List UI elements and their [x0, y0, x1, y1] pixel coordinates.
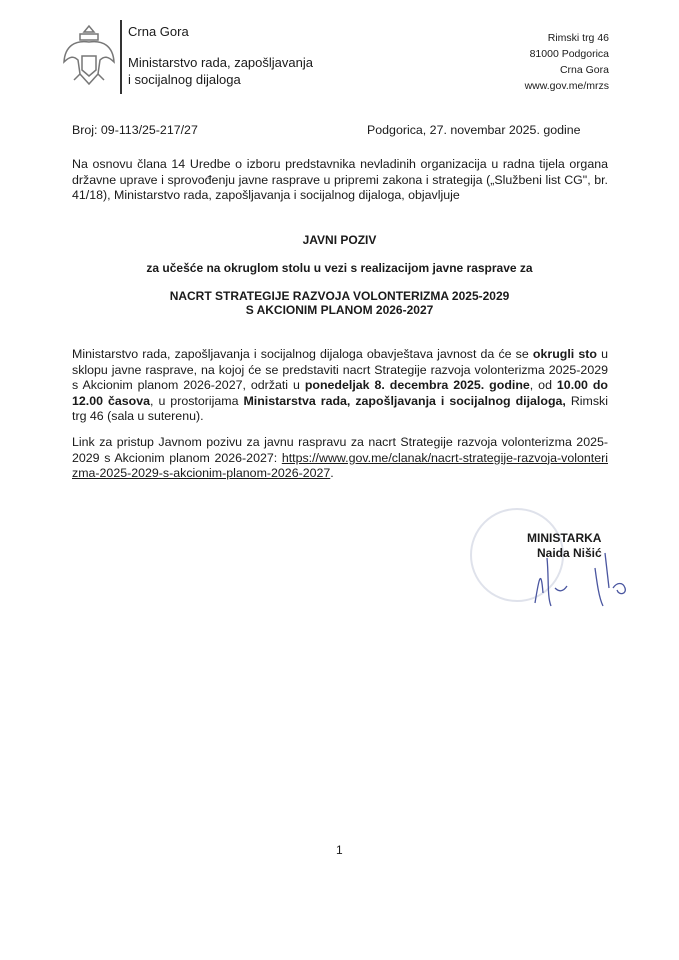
page-number: 1	[336, 843, 343, 857]
intro-paragraph: Na osnovu člana 14 Uredbe o izboru predstavnika nevladinih organizacija u radna tijela organa državne uprave i sprovođenju javne rasprave u pripremi zakona i strategija („Službeni list CG", br. 41/18), Ministarstvo rada, zapošljavanja i socijalnog dijaloga, objavljuje	[72, 157, 608, 203]
signatory-role: MINISTARKA	[527, 531, 602, 545]
text: , u prostorijama	[150, 393, 244, 408]
text: Rimski trg 46 (sala u suterenu).	[72, 393, 608, 424]
public-call-link[interactable]: https://www.gov.me/clanak/nacrt-strategije-razvoja-volonterizma-2025-2029-s-akcionim-planom-2026-2027	[72, 450, 608, 481]
strategy-title-line2: S AKCIONIM PLANOM 2026-2027	[245, 303, 434, 317]
bold-text: okrugli sto	[532, 347, 597, 361]
address-line: Rimski trg 46	[547, 32, 609, 44]
country-name: Crna Gora	[128, 24, 189, 39]
address-line: Crna Gora	[559, 64, 609, 76]
address-line: 81000 Podgorica	[529, 48, 609, 60]
reference-number: Broj: 09-113/25-217/27	[72, 123, 198, 137]
ministry-name-line2: i socijalnog dijaloga	[128, 72, 241, 87]
announcement-paragraph	[72, 347, 608, 425]
handwritten-signature	[525, 548, 635, 610]
document-date: Podgorica, 27. novembar 2025. godine	[367, 123, 581, 137]
event-time: 10.00 do 12.00 časova	[72, 378, 608, 408]
text: Ministarstvo rada, zapošljavanja i socijalnog dijaloga obavještava javnost da će se	[72, 347, 533, 361]
ministry-address	[525, 30, 609, 94]
text: .	[330, 466, 334, 481]
event-location: Ministarstva rada, zapošljavanja i socijalnog dijaloga,	[243, 393, 566, 408]
text: u sklopu javne rasprave, na kojoj će se predstaviti nacrt Strategije razvoja volonterizma 2025-2029 s Akcionim planom 2026-2027, održati u	[72, 347, 609, 393]
document-subtitle: za učešće na okruglom stolu u vezi s realizacijom javne rasprave za	[146, 261, 533, 275]
event-date: ponedeljak 8. decembra 2025. godine	[304, 378, 530, 393]
text: Link za pristup Javnom pozivu za javnu raspravu za nacrt Strategije razvoja volonterizma 2025-2029 s Akcionim planom 2026-2027:	[72, 435, 608, 465]
header-divider	[120, 20, 122, 94]
text: , od	[529, 378, 557, 393]
coat-of-arms-icon	[60, 22, 118, 92]
strategy-title-line1: NACRT STRATEGIJE RAZVOJA VOLONTERIZMA 2025-2029	[169, 289, 510, 303]
signatory-name: Naida Nišić	[537, 546, 602, 560]
ministry-name-line1: Ministarstvo rada, zapošljavanja	[128, 55, 313, 70]
document-title: JAVNI POZIV	[302, 233, 377, 247]
website: www.gov.me/mrzs	[524, 80, 609, 92]
link-paragraph	[72, 435, 608, 482]
